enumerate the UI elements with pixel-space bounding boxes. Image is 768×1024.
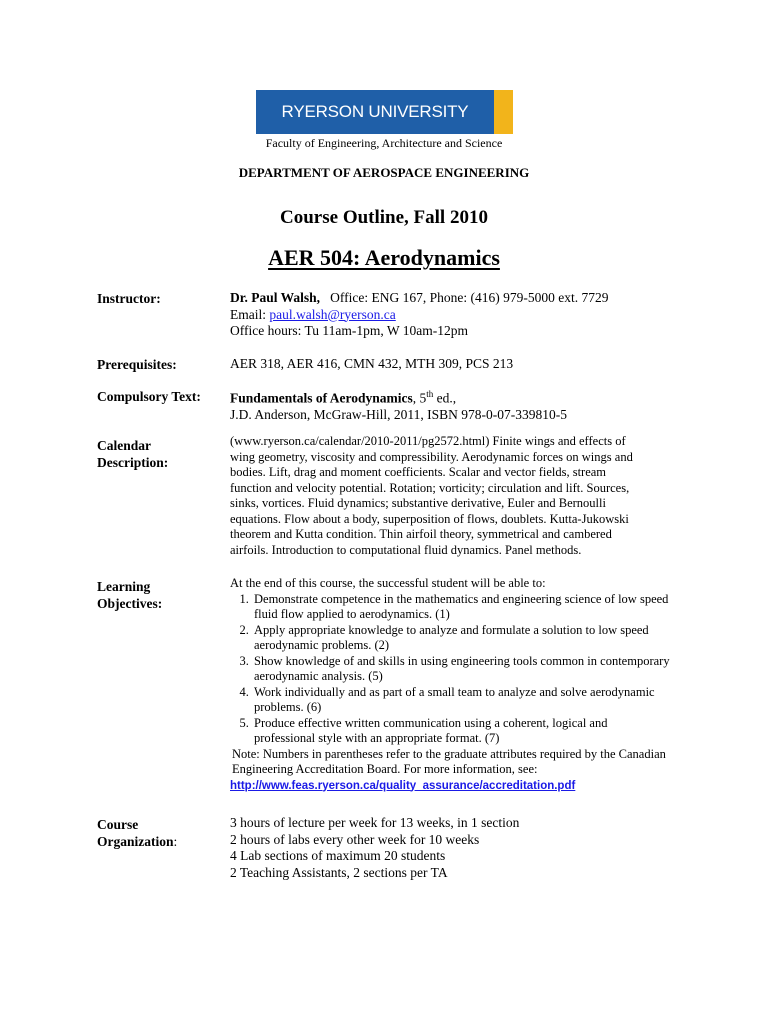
organization-label (97, 816, 177, 850)
objectives-list (230, 592, 670, 747)
organization-line: 2 hours of labs every other week for 10 weeks (230, 831, 480, 847)
accreditation-link[interactable]: http://www.feas.ryerson.ca/quality_assurance/accreditation.pdf (230, 779, 576, 792)
calendar-line: function and velocity potential. Rotation; vorticity; circulation and lift. Sources, (230, 480, 630, 495)
text-edition: , 5 (412, 390, 427, 406)
prerequisites-value: AER 318, AER 416, CMN 432, MTH 309, PCS 213 (230, 356, 514, 371)
instructor-line (230, 290, 690, 307)
calendar-label (97, 437, 168, 471)
course-title (0, 245, 768, 271)
prerequisites-label: Prerequisites: (97, 357, 177, 372)
calendar-label-1: Calendar (97, 438, 151, 453)
objective-item: 1. Demonstrate competence in the mathematics and engineering science of low speed fluid flow applied to aerodynamics. (1) (252, 592, 670, 623)
text-edition-suffix: ed., (433, 390, 457, 406)
logo-gold-bar (494, 90, 513, 134)
calendar-description (230, 434, 690, 558)
logo-wordmark: RYERSON UNIVERSITY (281, 102, 469, 121)
email-label: Email: (230, 306, 270, 322)
calendar-label-2: Description: (97, 455, 169, 470)
text-label: Compulsory Text: (97, 389, 201, 404)
organization-label-1: Course (97, 817, 139, 832)
organization-line: 2 Teaching Assistants, 2 sections per TA (230, 864, 448, 880)
organization-line: 4 Lab sections of maximum 20 students (230, 848, 446, 863)
objectives-label-1: Learning (97, 579, 151, 594)
organization-line: 3 hours of lecture per week for 13 weeks, in 1 section (230, 815, 520, 830)
instructor-email-line (230, 307, 690, 324)
text-edition-sup: th (426, 389, 434, 399)
instructor-block (230, 290, 690, 340)
text-book: Fundamentals of Aerodynamics (230, 390, 413, 406)
instructor-name: Dr. Paul Walsh, (230, 290, 321, 305)
outline-title: Course Outline, Fall 2010 (280, 207, 488, 228)
objective-item: 2. Apply appropriate knowledge to analyze and formulate a solution to low speed aerodynamic problems. (2) (252, 623, 670, 654)
calendar-line: wing geometry, viscosity and compressibility. Aerodynamic forces on wings and (230, 449, 633, 464)
instructor-label: Instructor: (97, 291, 161, 306)
calendar-line: airfoils. Introduction to computational fluid dynamics. Panel methods. (230, 542, 582, 557)
organization-label-colon: : (173, 834, 178, 849)
objectives-label (97, 578, 162, 612)
faculty-name: Faculty of Engineering, Architecture and Science (265, 136, 503, 150)
objectives-label-2: Objectives: (97, 596, 163, 611)
text-block (230, 386, 690, 424)
calendar-line: bodies. Lift, drag and moment coefficients. Scalar and vector fields, stream (230, 465, 607, 479)
text-details: J.D. Anderson, McGraw-Hill, 2011, ISBN 978-0-07-339810-5 (230, 407, 567, 422)
department-name: DEPARTMENT OF AEROSPACE ENGINEERING (238, 165, 530, 180)
objective-item: 4. Work individually and as part of a small team to analyze and solve aerodynamic problems. (6) (252, 685, 670, 716)
objectives-block (230, 576, 670, 794)
ryerson-logo (256, 90, 513, 134)
calendar-line: (www.ryerson.ca/calendar/2010-2011/pg2572.html) Finite wings and effects of (230, 434, 626, 448)
course-title-text: AER 504: Aerodynamics (268, 245, 500, 270)
office-hours: Office hours: Tu 11am-1pm, W 10am-12pm (230, 323, 468, 338)
email-link[interactable]: paul.walsh@ryerson.ca (269, 306, 396, 322)
text-title-line (230, 386, 690, 407)
calendar-line: theorem and Kutta condition. Thin airfoil theory, symmetrical and cambered (230, 527, 612, 541)
objectives-intro: At the end of this course, the successful student will be able to: (230, 576, 546, 590)
instructor-office: Office: ENG 167, Phone: (416) 979-5000 ext. 7729 (330, 290, 609, 305)
calendar-line: equations. Flow about a body, superposition of flows, doublets. Kutta-Jukowski (230, 511, 629, 526)
objectives-note: Note: Numbers in parentheses refer to the graduate attributes required by the Canadian Engineering Accreditation Board. For more information, see: (232, 746, 666, 776)
calendar-line: sinks, vortices. Fluid dynamics; substantive derivative, Euler and Bernoulli (230, 496, 606, 510)
organization-label-2: Organization (97, 834, 174, 849)
objective-item: 3. Show knowledge of and skills in using engineering tools common in contemporary aerodynamic analysis. (5) (252, 654, 670, 685)
objective-item: 5. Produce effective written communication using a coherent, logical and professional style with an appropriate format. (7) (252, 716, 670, 747)
organization-block (230, 815, 690, 881)
